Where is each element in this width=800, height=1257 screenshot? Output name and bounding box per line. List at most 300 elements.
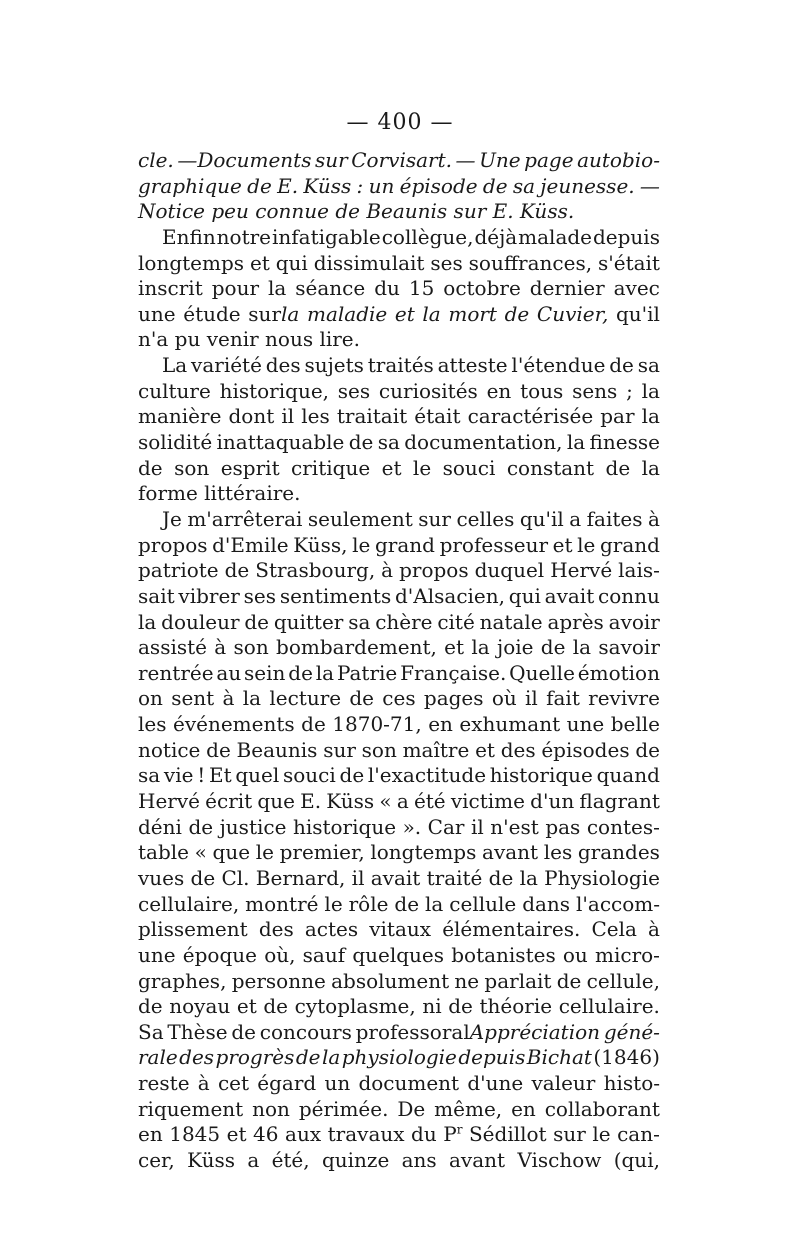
word: dissimulait	[313, 250, 425, 275]
word: cité	[437, 609, 475, 634]
word: de	[488, 865, 514, 890]
word: E.	[300, 789, 322, 814]
word: vie	[163, 763, 194, 788]
word: absolument	[331, 968, 450, 993]
word: Sa	[138, 1019, 164, 1044]
word: quand	[596, 763, 660, 788]
word: de	[231, 1019, 256, 1044]
word: esprit	[220, 455, 280, 480]
word: micro-	[595, 942, 660, 967]
word: plissement	[138, 917, 248, 942]
word: aux	[285, 1122, 322, 1147]
word: Bernard,	[255, 865, 346, 890]
text-line	[138, 1097, 660, 1123]
text-line	[138, 404, 660, 430]
word: mort	[448, 301, 497, 326]
word: cle.	[138, 148, 174, 172]
word: riquement	[138, 1096, 244, 1121]
word: et	[236, 994, 257, 1019]
word: m'arrêterai	[187, 506, 303, 531]
word: la	[566, 430, 586, 455]
text-line	[138, 1020, 660, 1046]
word: émotion	[577, 660, 660, 685]
word: page	[524, 148, 574, 172]
word: la	[267, 276, 287, 301]
word: traité	[426, 865, 483, 890]
word: surla	[248, 301, 300, 326]
word: à	[222, 686, 235, 711]
word: qu'il	[615, 301, 660, 326]
word: d'une	[467, 1071, 524, 1096]
word: 15	[408, 276, 435, 301]
word: sauf	[302, 942, 346, 967]
text-line	[138, 712, 660, 738]
word: douleur	[161, 609, 240, 634]
word: 46	[253, 1122, 279, 1147]
text-line	[138, 1148, 660, 1174]
word: de	[190, 865, 216, 890]
word: personne	[231, 968, 326, 993]
word: —	[639, 173, 660, 198]
word: lecture	[269, 686, 342, 711]
word: flagrant	[579, 789, 660, 814]
word: cellulaire.	[558, 994, 660, 1019]
word: historique	[292, 814, 397, 839]
word: grand	[599, 532, 660, 557]
text-line	[138, 866, 660, 892]
word: quelques	[352, 942, 445, 967]
word: la	[422, 301, 441, 326]
word: de	[394, 891, 420, 916]
word: curiosités	[378, 378, 478, 403]
word: cer,	[138, 1147, 175, 1172]
word: sein	[244, 660, 286, 685]
word: Physiologie	[544, 865, 660, 890]
word: Beaunis	[236, 737, 318, 762]
word: !	[197, 763, 206, 788]
word: dans	[522, 891, 571, 916]
word: caractérisée	[467, 404, 594, 429]
word: critique	[291, 455, 371, 480]
word: revivre	[588, 686, 660, 711]
word: travaux	[327, 1122, 405, 1147]
word: historique	[489, 763, 593, 788]
word: cet	[217, 1071, 250, 1096]
word: Et	[208, 763, 232, 788]
word: souffrances,	[468, 250, 593, 275]
word: la	[242, 686, 262, 711]
word: n'est	[490, 814, 539, 839]
word: les	[543, 840, 573, 865]
word: a	[569, 506, 582, 531]
word: à	[381, 558, 394, 583]
word: historique,	[219, 378, 330, 403]
word: et	[226, 1122, 247, 1147]
word: d'Emile	[212, 532, 289, 557]
word: son	[174, 455, 210, 480]
word: De	[397, 1096, 426, 1121]
word: octobre	[443, 276, 521, 301]
word: assisté	[138, 635, 207, 660]
word: à	[214, 635, 227, 660]
text-line	[138, 584, 660, 610]
word: Küss	[187, 1147, 235, 1172]
text-line	[138, 789, 660, 815]
word: la	[321, 1045, 341, 1070]
word: en	[486, 378, 512, 403]
word: notre	[216, 224, 272, 249]
word: Thèse	[167, 1019, 228, 1044]
word: $P^r$	[443, 1122, 463, 1147]
word: même,	[434, 1096, 503, 1121]
word: s'était	[597, 250, 660, 275]
word: Cuvier,	[536, 301, 609, 326]
word: seulement	[307, 506, 413, 531]
text-line	[138, 1071, 660, 1097]
superscript: r	[456, 1122, 463, 1137]
word: d'un	[530, 789, 575, 814]
word: déjà	[474, 224, 518, 249]
word: constant	[506, 455, 595, 480]
word: la	[471, 635, 490, 660]
word: de	[339, 763, 365, 788]
word: pas	[545, 814, 581, 839]
word: où	[491, 686, 517, 711]
text-line	[138, 199, 660, 225]
word: une	[138, 301, 176, 326]
word: La	[162, 353, 188, 378]
word: à	[648, 917, 660, 942]
word: de	[301, 712, 326, 737]
word: physiologie	[341, 1045, 457, 1070]
word: ses	[337, 378, 371, 403]
word: celles	[456, 506, 515, 531]
page-number: — 400 —	[346, 110, 454, 135]
word: joie	[497, 635, 534, 660]
word: montré	[245, 891, 319, 916]
word: Patrie	[336, 660, 398, 685]
word: inscrit	[138, 276, 203, 301]
word: de	[244, 609, 269, 634]
word: a	[247, 1147, 260, 1172]
word: avoir	[608, 609, 660, 634]
word: Je	[162, 506, 182, 531]
word: graphique	[138, 173, 242, 198]
word: la	[315, 660, 335, 685]
word: le	[577, 532, 596, 557]
word: sa	[138, 763, 161, 788]
word: Küss	[303, 173, 352, 198]
word: fait	[546, 686, 580, 711]
word: —	[455, 148, 476, 172]
word: E.	[277, 173, 299, 198]
word: pages	[423, 686, 484, 711]
word: Strasbourg,	[255, 558, 376, 583]
word: sujets	[304, 353, 364, 378]
text-line	[138, 327, 660, 353]
text-line	[138, 379, 660, 405]
word: rale	[138, 1045, 178, 1070]
word: Sédillot	[468, 1122, 547, 1147]
word: grand	[374, 532, 435, 557]
word: un	[368, 173, 395, 198]
word: qu'il	[519, 506, 564, 531]
text-line	[138, 892, 660, 918]
word: (1846)	[593, 1045, 660, 1070]
word: reste	[138, 1071, 190, 1096]
text-line	[138, 994, 660, 1020]
word: sait	[138, 583, 175, 608]
word: depuis	[592, 224, 660, 249]
word: de	[605, 455, 631, 480]
word: une	[138, 942, 176, 967]
word: égard	[257, 1071, 317, 1096]
word: ou	[562, 942, 588, 967]
word: qui	[275, 250, 308, 275]
word: événements	[172, 712, 295, 737]
word: la	[519, 865, 538, 890]
word: Küss	[326, 789, 375, 814]
word: la	[425, 891, 444, 916]
word: parlait	[484, 968, 552, 993]
word: que	[257, 789, 295, 814]
word: Car	[427, 814, 465, 839]
text-line	[138, 430, 660, 456]
word: sentiments	[279, 583, 392, 608]
word: quinze	[321, 1147, 390, 1172]
text-line	[138, 943, 660, 969]
word: de	[263, 994, 289, 1019]
word: a	[396, 789, 409, 814]
text-run: Notice peu connue de Beaunis sur E. Küss.	[138, 199, 575, 224]
word: propos	[138, 532, 208, 557]
text-line	[138, 815, 660, 841]
word: manière	[138, 404, 222, 429]
text-line	[138, 302, 660, 328]
word: autobio-	[577, 148, 660, 172]
word: non	[252, 1096, 290, 1121]
word: l'étendue	[511, 353, 606, 378]
word: sent	[171, 686, 215, 711]
word: et	[394, 301, 415, 326]
word: l'accom-	[576, 891, 660, 916]
word: Cela	[591, 917, 637, 942]
text-line	[138, 738, 660, 764]
word: écrit	[205, 789, 253, 814]
word: Corvisart.	[351, 148, 452, 172]
word: Küss,	[293, 532, 348, 557]
word: son	[233, 635, 269, 660]
word: de	[206, 737, 231, 762]
word: solidité	[138, 430, 213, 455]
word: ses	[430, 250, 463, 275]
word: lais-	[618, 558, 660, 583]
word: de	[448, 994, 473, 1019]
word: avec	[613, 276, 660, 301]
word: «	[379, 789, 392, 814]
word: Une	[479, 148, 521, 172]
word: il	[525, 686, 538, 711]
word: de	[224, 558, 250, 583]
word: la	[138, 609, 157, 634]
word: finesse	[589, 430, 660, 455]
body-text	[138, 148, 660, 1174]
word: collaborant	[544, 1096, 660, 1121]
word: vues	[138, 865, 185, 890]
word: quel	[235, 763, 280, 788]
word: cellulaire,	[138, 891, 240, 916]
word: «	[194, 840, 207, 865]
word: après	[547, 609, 604, 634]
word: et	[552, 532, 573, 557]
word: ne	[454, 968, 480, 993]
word: les	[301, 404, 330, 429]
word: le	[592, 1122, 611, 1147]
word: la	[641, 455, 660, 480]
word: du	[411, 1122, 437, 1147]
word: quitter	[273, 609, 344, 634]
word: que	[212, 840, 251, 865]
text-line	[138, 635, 660, 661]
word: Enfin	[162, 224, 216, 249]
word: en	[511, 1096, 536, 1121]
word: malade	[518, 224, 593, 249]
word: sur	[553, 1122, 586, 1147]
word: botanistes	[451, 942, 556, 967]
word: sur	[323, 737, 356, 762]
word: atteste	[437, 353, 508, 378]
text-line	[138, 661, 660, 687]
text-line	[138, 456, 660, 482]
word: savoir	[598, 635, 660, 660]
word: propos	[399, 558, 469, 583]
word: de	[288, 660, 313, 685]
text-line	[138, 763, 660, 789]
word: sa	[377, 430, 400, 455]
word: par	[600, 404, 635, 429]
word: en	[138, 1122, 163, 1147]
word: Cl.	[221, 865, 250, 890]
word: le	[412, 455, 432, 480]
word: au	[216, 660, 242, 685]
word: la	[641, 378, 660, 403]
word: Quelle	[509, 660, 575, 685]
word: une	[566, 712, 605, 737]
word: été,	[271, 1147, 310, 1172]
word: le	[352, 532, 371, 557]
word: jeunesse.	[540, 173, 635, 198]
word: Vischow	[517, 1147, 602, 1172]
word: la	[641, 404, 660, 429]
text-run: n'a pu venir nous lire.	[138, 327, 361, 352]
word: valeur	[531, 1071, 596, 1096]
word: documentation,	[404, 430, 563, 455]
word: ni	[422, 994, 442, 1019]
word: tous	[520, 378, 564, 403]
text-line	[138, 148, 660, 174]
text-line	[138, 507, 660, 533]
word: cytoplasme,	[294, 994, 416, 1019]
word: infatigable	[271, 224, 381, 249]
word: été	[413, 789, 446, 814]
word: can-	[617, 1122, 660, 1147]
word: du	[374, 276, 400, 301]
word: de	[635, 737, 660, 762]
word: des	[265, 353, 301, 378]
word: Bichat	[526, 1045, 592, 1070]
word: noyau	[169, 994, 231, 1019]
word: vibrer	[178, 583, 240, 608]
text-line	[138, 174, 660, 200]
word: (qui,	[613, 1147, 660, 1172]
word: séance	[295, 276, 366, 301]
word: de	[609, 353, 634, 378]
word: des	[179, 1045, 215, 1070]
word: sur	[418, 506, 451, 531]
word: 1845	[169, 1122, 221, 1147]
word: dernier	[529, 276, 605, 301]
word: —Documents	[177, 148, 312, 172]
word: de	[556, 968, 582, 993]
word: à	[647, 506, 660, 531]
word: variété	[191, 353, 262, 378]
word: déni	[138, 814, 182, 839]
text-run: forme littéraire.	[138, 481, 301, 506]
text-line	[138, 686, 660, 712]
text-line	[138, 917, 660, 943]
word: il	[281, 404, 295, 429]
word: grandes	[577, 840, 660, 865]
word: longtemps	[370, 840, 477, 865]
word: son	[361, 737, 397, 762]
word: Française.	[400, 660, 507, 685]
word: vitaux	[369, 917, 432, 942]
word: faites	[586, 506, 643, 531]
word: avant	[482, 840, 539, 865]
word: souci	[442, 455, 496, 480]
word: sa	[348, 609, 371, 634]
word: de	[540, 635, 566, 660]
word: maladie	[306, 301, 388, 326]
word: il	[351, 865, 365, 890]
word: périmée.	[298, 1096, 389, 1121]
word: progrès	[215, 1045, 295, 1070]
word: ».	[402, 814, 422, 839]
word: étude	[183, 301, 241, 326]
word: bombardement,	[276, 635, 437, 660]
word: sens	[572, 378, 618, 403]
word: sa	[512, 173, 535, 198]
word: et	[475, 737, 495, 762]
word: des	[500, 737, 536, 762]
word: ans	[401, 1147, 437, 1172]
word: avait	[544, 583, 595, 608]
word: maître	[402, 737, 470, 762]
word: des	[258, 917, 294, 942]
word: document	[358, 1071, 460, 1096]
word: avait	[370, 865, 421, 890]
word: Hervé	[138, 789, 200, 814]
word: concours	[259, 1019, 352, 1044]
text-line	[138, 533, 660, 559]
word: premier,	[279, 840, 365, 865]
word: en	[428, 712, 453, 737]
word: culture	[138, 378, 211, 403]
word: contes-	[586, 814, 660, 839]
word: de	[138, 455, 163, 480]
word: de	[188, 814, 214, 839]
word: graphes,	[138, 968, 227, 993]
